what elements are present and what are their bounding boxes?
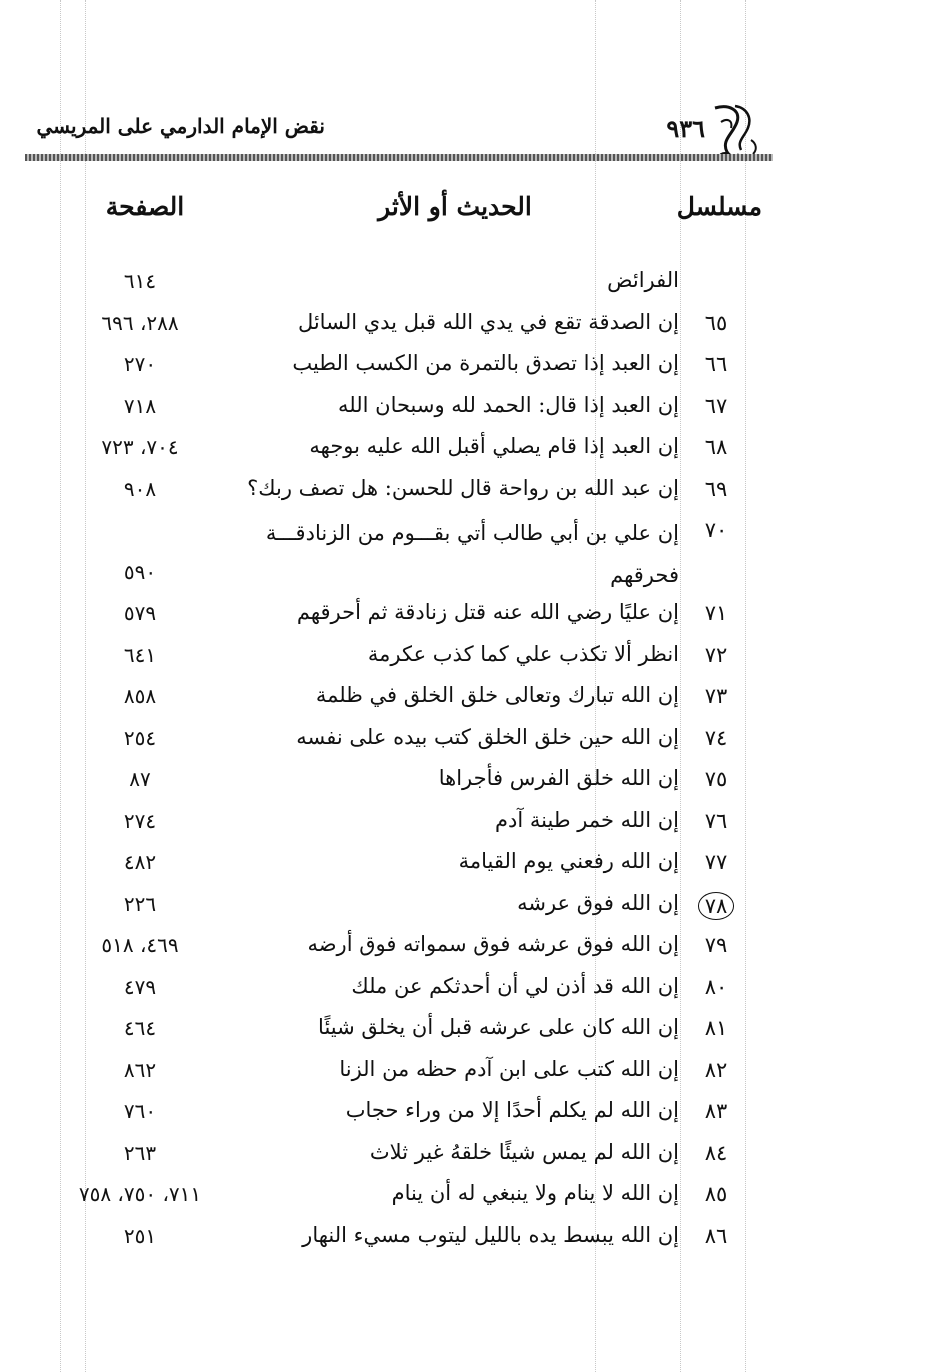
table-row — [0, 597, 937, 639]
book-title: نقض الإمام الدارمي على المريسي — [36, 114, 325, 138]
row-text: إن الله كان على عرشه قبل أن يخلق شيئًا — [318, 1015, 679, 1039]
row-number: ٧٦ — [704, 808, 728, 833]
row-number: ٦٩ — [704, 476, 728, 501]
row-number: ٦٨ — [704, 435, 728, 459]
row-text: إن الله لم يمس شيئًا خلقهُ غير ثلاث — [369, 1139, 679, 1164]
row-number: ٧٠ — [704, 518, 728, 542]
table-row — [0, 763, 937, 805]
row-pages: ٨٦٢ — [123, 1057, 157, 1082]
row-text: إن الله فوق عرشه — [517, 890, 679, 915]
row-pages: ٨٧ — [129, 767, 151, 791]
row-number: ٧٩ — [704, 933, 728, 957]
row-number: ٧٧ — [704, 850, 728, 874]
row-pages: ٩٠٨ — [123, 476, 157, 501]
table-row — [0, 722, 937, 764]
row-number: ٧١ — [704, 601, 728, 625]
table-row — [0, 805, 937, 847]
row-text: الفرائض — [607, 268, 679, 292]
row-pages: ٤٨٢ — [123, 850, 157, 874]
table-row — [0, 888, 937, 930]
table-row — [0, 514, 937, 597]
row-text: إن الله قد أذن لي أن أحدثكم عن ملك — [351, 973, 679, 998]
index-table — [0, 265, 937, 1261]
table-row — [0, 929, 937, 971]
row-text: إن الله فوق عرشه فوق سمواته فوق أرضه — [307, 932, 679, 956]
row-number: ٦٦ — [704, 352, 728, 376]
row-text: إن الله يبسط يده بالليل ليتوب مسيء النهار — [302, 1222, 679, 1247]
row-text: إن الله كتب على ابن آدم حظه من الزنا — [339, 1056, 679, 1081]
table-row — [0, 639, 937, 681]
column-header-page: الصفحة — [105, 192, 185, 221]
row-text: إن عليًا رضي الله عنه قتل زنادقة ثم أحرقهم — [296, 600, 679, 624]
row-pages: ٢٥١ — [123, 1223, 157, 1248]
row-pages: ٢٧٤ — [123, 808, 157, 833]
table-row — [0, 431, 937, 473]
row-text: إن الله خمر طينة آدم — [495, 807, 679, 832]
row-text: انظر ألا تكذب علي كما كذب عكرمة — [367, 641, 679, 666]
row-number: ٨٠ — [704, 974, 728, 999]
row-number: ٨١ — [704, 1016, 728, 1040]
row-number: ٧٢ — [704, 642, 728, 667]
table-row — [0, 1054, 937, 1096]
header-rule — [25, 154, 773, 161]
table-row — [0, 1095, 937, 1137]
row-number: ٧٣ — [704, 684, 728, 708]
row-number: ٨٢ — [704, 1057, 728, 1082]
row-pages: ٦٤١ — [123, 642, 157, 667]
table-row — [0, 307, 937, 349]
table-row — [0, 348, 937, 390]
row-text: إن الله تبارك وتعالى خلق الخلق في ظلمة — [315, 683, 679, 707]
table-row — [0, 680, 937, 722]
circled-number: ٧٨ — [698, 892, 735, 920]
row-pages: ٤٦٤ — [123, 1016, 157, 1040]
row-number: ٧٥ — [704, 767, 728, 791]
column-header-hadith: الحديث أو الأثر — [378, 192, 532, 221]
table-row — [0, 390, 937, 432]
row-pages: ٧٠٤، ٧٢٣ — [101, 435, 179, 459]
row-pages: ٢٦٣ — [123, 1140, 157, 1165]
row-text: إن العبد إذا تصدق بالتمرة من الكسب الطيب — [292, 351, 679, 375]
row-pages: ٢٥٤ — [123, 725, 157, 750]
row-text: إن الله لا ينام ولا ينبغي له أن ينام — [391, 1181, 679, 1205]
row-number-circled — [691, 892, 741, 920]
row-text: إن علي بن أبي طالب أتي بقـــوم من الزنادقـــة فحرقهم — [265, 521, 679, 587]
row-number: ٦٧ — [704, 393, 728, 418]
row-text: إن الله لم يكلم أحدًا إلا من وراء حجاب — [345, 1098, 679, 1122]
row-text: إن الله خلق الفرس فأجراها — [438, 766, 679, 790]
row-pages: ٦١٤ — [123, 269, 157, 293]
row-pages: ٢٨٨، ٦٩٦ — [101, 310, 179, 335]
table-row — [0, 846, 937, 888]
table-row — [0, 265, 937, 307]
row-pages: ٨٥٨ — [123, 684, 157, 708]
row-number: ٨٤ — [704, 1140, 728, 1165]
row-number: ٧٤ — [704, 725, 728, 750]
page-header — [25, 100, 773, 170]
row-number: ٨٣ — [704, 1099, 728, 1123]
table-row — [0, 1137, 937, 1179]
page-number: ٩٣٦ — [666, 114, 705, 143]
row-number: ٦٥ — [704, 310, 728, 335]
row-pages: ٢٢٦ — [123, 891, 157, 916]
row-pages: ٧٦٠ — [123, 1099, 157, 1123]
table-row — [0, 1178, 937, 1220]
row-pages: ٤٧٩ — [123, 974, 157, 999]
row-text: إن العبد إذا قام يصلي أقبل الله عليه بوجهه — [309, 434, 679, 458]
row-pages: ٧١٨ — [123, 393, 157, 418]
row-text: إن الله رفعني يوم القيامة — [458, 849, 679, 873]
row-number: ٨٥ — [704, 1182, 728, 1206]
row-text: إن الصدقة تقع في يدي الله قبل يدي السائل — [297, 309, 679, 334]
row-pages: ٢٧٠ — [123, 352, 157, 376]
row-text: إن عبد الله بن رواحة قال للحسن: هل تصف ربك؟ — [247, 475, 679, 500]
table-row — [0, 473, 937, 515]
row-pages: ٥٧٩ — [123, 601, 157, 625]
table-row — [0, 971, 937, 1013]
row-pages: ٧١١، ٧٥٠، ٧٥٨ — [78, 1182, 202, 1206]
table-row — [0, 1012, 937, 1054]
row-pages: ٤٦٩، ٥١٨ — [101, 933, 179, 957]
row-pages: ٥٩٠ — [123, 560, 157, 584]
column-header-serial: مسلسل — [676, 192, 762, 221]
row-number: ٨٦ — [704, 1223, 728, 1248]
row-text: إن العبد إذا قال: الحمد لله وسبحان الله — [338, 392, 679, 417]
row-text: إن الله حين خلق الخلق كتب بيده على نفسه — [296, 724, 679, 749]
table-row — [0, 1220, 937, 1262]
